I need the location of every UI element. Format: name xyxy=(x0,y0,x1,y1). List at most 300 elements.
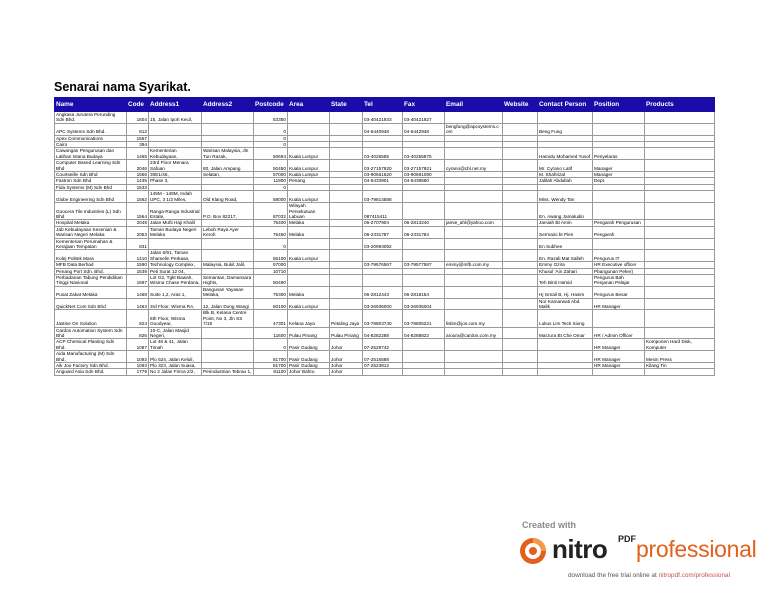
table-cell: 03-90561620 xyxy=(363,172,403,178)
table-cell: 03-26936000 xyxy=(363,298,403,310)
table-cell: Penang xyxy=(288,178,330,184)
table-row xyxy=(55,327,715,339)
table-cell: 75300 xyxy=(254,286,288,298)
table-cell: Melaka xyxy=(288,220,330,226)
pdf-word: PDF xyxy=(618,534,636,544)
table-cell: Globe Engineering Sdn Bhd xyxy=(55,191,127,203)
table-cell xyxy=(149,238,202,250)
table-cell: 1435 xyxy=(127,178,149,184)
table-cell: Teh Binti Hamid xyxy=(538,274,593,286)
table-cell: Perindustrian Tebrau 1, xyxy=(202,369,254,375)
nitro-logo xyxy=(510,532,760,566)
table-cell: Pengarah Pengurusan xyxy=(593,220,645,226)
table-cell xyxy=(363,250,403,262)
table-cell xyxy=(538,112,593,124)
table-cell: Pasir Gudang xyxy=(288,339,330,351)
table-cell: 1597 xyxy=(127,274,149,286)
table-cell: Kelana Jaya xyxy=(288,310,330,327)
table-cell xyxy=(330,238,363,250)
table-cell: 1604 xyxy=(127,112,149,124)
table-cell xyxy=(503,369,538,375)
table-cell: 1087 xyxy=(127,339,149,351)
table-cell: 087415411 xyxy=(363,203,403,220)
table-row xyxy=(55,298,715,310)
table-cell: 1465 xyxy=(127,148,149,160)
table-cell: 81700 xyxy=(254,351,288,363)
table-cell xyxy=(363,274,403,286)
table-cell: 47301 xyxy=(254,310,288,327)
table-row xyxy=(55,148,715,160)
table-cell: 07-2523812 xyxy=(363,363,403,369)
table-cell: 15, Jalan Ipoh Kecil, xyxy=(149,112,202,124)
table-cell: Courtseille Sdn Bhd xyxy=(55,172,127,178)
table-cell xyxy=(593,191,645,203)
table-cell: 03-90591090 xyxy=(403,172,445,178)
table-cell xyxy=(645,286,715,298)
table-cell: 81100 xyxy=(254,369,288,375)
table-cell: 58000 xyxy=(254,191,288,203)
table-cell: Kementerian Kebudayaan, xyxy=(149,148,202,160)
table-cell xyxy=(403,369,445,375)
table-cell: 75450 xyxy=(254,226,288,238)
table-cell: 50100 xyxy=(254,298,288,310)
column-header: Products xyxy=(645,98,715,112)
table-cell: Ranga-Ranga Industrial Estate, xyxy=(149,203,202,220)
table-cell: HR Manager xyxy=(593,363,645,369)
table-row xyxy=(55,274,715,286)
table-cell: Pusat Zakat Melaka xyxy=(55,286,127,298)
table-cell xyxy=(593,310,645,327)
table-cell xyxy=(503,286,538,298)
table-cell: Cawangan Pengurusan dan Latihan Istana Budaya xyxy=(55,148,127,160)
table-cell: Angkasa Jurutera Perunding Sdn Bhd. xyxy=(55,112,127,124)
table-cell xyxy=(330,298,363,310)
table-cell: 1562 xyxy=(127,191,149,203)
table-cell: Pasir Gudang xyxy=(288,363,330,369)
table-cell: 03-40421927 xyxy=(403,112,445,124)
table-cell: Jalan Mufti Haji Khalil xyxy=(149,220,202,226)
table-cell xyxy=(445,191,503,203)
table-cell: 2049 xyxy=(127,220,149,226)
table-cell: 1410 xyxy=(127,250,149,262)
table-cell: Pulau Pinang xyxy=(288,327,330,339)
table-cell xyxy=(503,160,538,172)
table-cell xyxy=(330,250,363,262)
table-cell: 80, Jalan Ampang xyxy=(202,160,254,172)
table-row xyxy=(55,220,715,226)
table-row xyxy=(55,369,715,375)
table-cell: 826 xyxy=(127,327,149,339)
table-cell xyxy=(445,250,503,262)
nitro-swirl-icon xyxy=(518,536,548,566)
column-header: Address2 xyxy=(202,98,254,112)
column-header: Position xyxy=(593,98,645,112)
table-cell: 145M - 149M, Indah UPC, 3 1/2 Miles, xyxy=(149,191,202,203)
table-cell xyxy=(503,112,538,124)
table-cell xyxy=(645,203,715,220)
table-cell: 1539 xyxy=(127,268,149,274)
table-cell: Jastine On Solution xyxy=(55,310,127,327)
table-row xyxy=(55,351,715,363)
table-cell: En Subhee xyxy=(538,238,593,250)
table-cell: 03-26935004 xyxy=(403,298,445,310)
table-cell: 06-2331787 xyxy=(363,226,403,238)
table-cell: 03-78805221 xyxy=(403,310,445,327)
table-row xyxy=(55,160,715,172)
nitro-word: nitro xyxy=(552,534,608,564)
table-cell: QuickNet Com Sdn Bhd xyxy=(55,298,127,310)
table-cell xyxy=(645,274,715,286)
table-cell xyxy=(503,274,538,286)
table-cell xyxy=(538,339,593,351)
table-cell xyxy=(445,274,503,286)
created-with-label: Created with xyxy=(522,520,577,530)
table-cell xyxy=(403,238,445,250)
table-cell: 03-79577587 xyxy=(403,262,445,268)
table-cell: 831 xyxy=(127,238,149,250)
table-body xyxy=(55,112,715,376)
table-cell xyxy=(503,327,538,339)
table-cell: Pbangunan Peker) xyxy=(593,268,645,274)
table-cell: 03-79814588 xyxy=(363,191,403,203)
table-cell: 824 xyxy=(127,310,149,327)
table-cell: 1463 xyxy=(127,298,149,310)
table-cell xyxy=(445,226,503,238)
table-cell: APC Systems Sdn Bhd. xyxy=(55,123,127,135)
table-cell: Cardos Automation System Sdn Bhd xyxy=(55,327,127,339)
table-cell: Jab Kebudayaan Kesenian & Warisan Negeri Melaka xyxy=(55,226,127,238)
table-cell: 03-40255975 xyxy=(403,148,445,160)
column-header: Address1 xyxy=(149,98,202,112)
table-cell: 03-20993092 xyxy=(363,238,403,250)
table-cell xyxy=(445,339,503,351)
table-cell xyxy=(503,351,538,363)
table-cell: 1779 xyxy=(127,369,149,375)
table-cell xyxy=(202,327,254,339)
table-cell: 06-2707904 xyxy=(363,220,403,226)
table-cell: Johor xyxy=(330,369,363,375)
table-cell xyxy=(330,191,363,203)
table-cell: Melaka xyxy=(288,286,330,298)
table-cell xyxy=(403,351,445,363)
table-cell: Marzura Bt Che Omar xyxy=(538,327,593,339)
table-cell: 6th Floor, Wisma Goodyear, xyxy=(149,310,202,327)
table-cell xyxy=(538,369,593,375)
table-cell: Kuala Lumpur xyxy=(288,298,330,310)
table-cell xyxy=(445,351,503,363)
table-cell: Cairo xyxy=(55,142,127,148)
table-cell: Blk B, Kelana Centre Point, No 3, Jln SS 7/19 xyxy=(202,310,254,327)
table-cell: 1566 xyxy=(127,172,149,178)
table-cell: Jamiah Bt Amin xyxy=(538,220,593,226)
table-cell xyxy=(445,203,503,220)
column-header: Fax xyxy=(403,98,445,112)
table-cell: 06-2812443 xyxy=(363,286,403,298)
table-cell: Mr. Cyrano Latif xyxy=(538,160,593,172)
table-cell xyxy=(445,286,503,298)
table-cell: Phase 3, xyxy=(149,178,202,184)
table-cell: 2046 xyxy=(127,160,149,172)
table-cell: 1590 xyxy=(127,262,149,268)
table-cell: Johor xyxy=(330,363,363,369)
table-cell: jamie_ahl@yahoo.com xyxy=(445,220,503,226)
table-row xyxy=(55,363,715,369)
table-cell: Kuala Lumpur xyxy=(288,160,330,172)
column-header: Website xyxy=(503,98,538,112)
column-header: Tel xyxy=(363,98,403,112)
table-cell: En. Awang Jamaludin xyxy=(538,203,593,220)
table-cell: Bangunan Yayasan Melaka, xyxy=(202,286,254,298)
table-cell: Kementerian Perumahan & Kerajaan Tempatan xyxy=(55,238,127,250)
table-cell: 1093 xyxy=(127,363,149,369)
table-cell: 0 xyxy=(254,142,288,148)
table-cell xyxy=(288,123,330,135)
table-cell: P.O. Box 82217, xyxy=(202,203,254,220)
table-cell: HR Executive officer xyxy=(593,262,645,268)
table-cell xyxy=(593,123,645,135)
table-cell: Hamidu Mohamed Yusof xyxy=(538,148,593,160)
table-cell: Plo 524, Jalan Keluli, xyxy=(149,351,202,363)
table-cell xyxy=(645,327,715,339)
table-cell: 04-8282288 xyxy=(363,327,403,339)
table-cell xyxy=(503,298,538,310)
table-cell: 0 xyxy=(254,123,288,135)
table-cell: 06-2331784 xyxy=(403,226,445,238)
table-cell: En. Razali Mat Salleh xyxy=(538,250,593,262)
table-cell: 50694 xyxy=(254,148,288,160)
table-cell: Taman Budaya Negeri Melaka xyxy=(149,226,202,238)
table-cell xyxy=(593,112,645,124)
table-cell: 07-2528742 xyxy=(363,339,403,351)
table-cell xyxy=(445,148,503,160)
table-cell: 03-78803740 xyxy=(363,310,403,327)
table-cell xyxy=(645,226,715,238)
table-cell xyxy=(149,123,202,135)
table-cell: Aik Joo Factory Sdn Bhd. xyxy=(55,363,127,369)
table-cell: Lebuh Raya Ayer Keroh xyxy=(202,226,254,238)
table-cell: emmy@mfb.com.my xyxy=(445,262,503,268)
table-row xyxy=(55,310,715,327)
table-cell: Peti Surat 12 04, xyxy=(149,268,202,274)
table-cell: Nor Kamarwati Abd. Malik xyxy=(538,298,593,310)
table-row xyxy=(55,286,715,298)
table-cell: aroura@cardos.com.my xyxy=(445,327,503,339)
table-cell: 81700 xyxy=(254,363,288,369)
table-cell: Old Klang Road, xyxy=(202,191,254,203)
table-cell: Jalan 6/91, Taman Shamelin Perkasa, xyxy=(149,250,202,262)
table-cell: Warisan Malaysia, Jln Tun Razak, xyxy=(202,148,254,160)
table-cell: 50450 xyxy=(254,160,288,172)
column-header: Name xyxy=(55,98,127,112)
table-row xyxy=(55,226,715,238)
table-cell: Goocera Tile Industries (L) Sdn Bhd xyxy=(55,203,127,220)
table-cell xyxy=(645,191,715,203)
table-cell: Pengarah xyxy=(593,226,645,238)
table-cell: Pengurus Bah Penjanan Pelajar xyxy=(593,274,645,286)
table-cell xyxy=(503,250,538,262)
table-cell: 57000 xyxy=(254,172,288,178)
table-cell: 04-6433901 xyxy=(363,178,403,184)
table-cell: 06-2818154 xyxy=(403,286,445,298)
nitro-watermark xyxy=(510,520,760,594)
table-cell: 04-6442948 xyxy=(403,123,445,135)
table-cell: Melaka xyxy=(288,226,330,238)
table-row xyxy=(55,191,715,203)
table-cell: Penyelaras xyxy=(593,148,645,160)
table-cell: Kolej Politek Mara xyxy=(55,250,127,262)
table-cell xyxy=(645,369,715,375)
table-cell: Lot G2, Tgkt Bawah, Wisma Chase Perdana, xyxy=(150,274,200,286)
table-cell: 10710 xyxy=(254,268,288,274)
table-cell xyxy=(202,238,254,250)
table-cell xyxy=(330,160,363,172)
table-cell: Pasir Gudang xyxy=(288,351,330,363)
table-cell: Anguard Asia Sdn Bhd. xyxy=(55,369,127,375)
table-cell xyxy=(445,298,503,310)
download-link[interactable]: nitropdf.com/professional xyxy=(658,572,730,579)
table-cell xyxy=(645,160,715,172)
table-cell: 812 xyxy=(127,123,149,135)
table-cell: 1092 xyxy=(127,351,149,363)
table-cell: Johor xyxy=(330,339,363,351)
column-header: State xyxy=(330,98,363,112)
table-cell xyxy=(202,351,254,363)
table-cell xyxy=(403,339,445,351)
table-cell: 07-2516588 xyxy=(363,351,403,363)
table-cell: MFB Data Berhad xyxy=(55,262,127,268)
table-cell: Perbadanan Tabung Pendidikan Tinggi Nasional xyxy=(55,274,127,286)
table-cell: Kuala Lumpur xyxy=(288,148,330,160)
table-cell xyxy=(288,112,330,124)
table-cell: Manager xyxy=(593,160,645,172)
table-row xyxy=(55,112,715,124)
table-cell xyxy=(503,123,538,135)
table-cell: Malaysia, Bukit Jalil, xyxy=(202,262,254,268)
table-cell xyxy=(645,123,715,135)
table-row xyxy=(55,203,715,220)
table-cell xyxy=(288,274,330,286)
table-cell xyxy=(645,250,715,262)
column-header: Contact Person xyxy=(538,98,593,112)
table-cell xyxy=(330,286,363,298)
table-cell xyxy=(330,274,363,286)
table-cell xyxy=(593,369,645,375)
table-cell xyxy=(645,310,715,327)
table-cell xyxy=(330,123,363,135)
table-cell xyxy=(645,112,715,124)
table-cell: 11600 xyxy=(254,327,288,339)
table-cell xyxy=(202,250,254,262)
table-cell: Petaling Jaya xyxy=(330,310,363,327)
table-cell: M. Shahrizal xyxy=(538,172,593,178)
table-cell: Manager xyxy=(593,172,645,178)
table-row xyxy=(55,123,715,135)
table-cell: 0 xyxy=(254,184,288,190)
table-cell: Semantan, Damansara Hights, xyxy=(202,274,254,286)
table-cell xyxy=(503,339,538,351)
table-header-row xyxy=(55,98,715,112)
professional-word: professional xyxy=(636,536,757,562)
download-line xyxy=(568,572,730,579)
table-cell: 11900 xyxy=(254,178,288,184)
table-cell: Dept. xyxy=(593,178,645,184)
table-cell: 1564 xyxy=(127,203,149,220)
table-cell xyxy=(330,148,363,160)
table-cell: 87032 xyxy=(254,203,288,220)
table-cell: Hospital Melaka xyxy=(55,220,127,226)
table-cell: 23rd Floor Menara Safuan xyxy=(149,160,202,172)
table-cell: No 2 Jalan Firma 2/2, xyxy=(149,369,202,375)
page-title: Senarai nama Syarikat. xyxy=(54,80,191,94)
table-cell: Miss. Wendy Tan xyxy=(538,191,593,203)
company-table xyxy=(54,97,715,376)
table-cell xyxy=(403,203,445,220)
table-cell: ACP Chemical Planting Sdn Bhd. xyxy=(55,339,127,351)
table-cell: HR Manager xyxy=(593,351,645,363)
table-cell: 53350 xyxy=(254,112,288,124)
table-cell xyxy=(363,369,403,375)
table-cell: 03-79576567 xyxy=(363,262,403,268)
table-cell: 1533 xyxy=(127,184,149,190)
table-cell: Fastron Sdn Bhd xyxy=(55,178,127,184)
table-cell: cyrano@cbl.net.my xyxy=(445,160,503,172)
table-cell: 03-27157921 xyxy=(403,160,445,172)
table-cell: 30E1/46, xyxy=(149,172,202,178)
table-row xyxy=(55,339,715,351)
table-cell: 1468 xyxy=(127,286,149,298)
table-cell: bengfung@apcsystems.com xyxy=(445,123,503,135)
table-cell: Khusul 'Ain Zahari xyxy=(538,268,593,274)
table-cell xyxy=(503,238,538,250)
column-header: Code xyxy=(127,98,149,112)
table-row xyxy=(55,250,715,262)
table-cell: Wilayah Persekutuan Labuan xyxy=(288,203,330,220)
table-cell xyxy=(330,203,363,220)
table-row xyxy=(55,238,715,250)
table-cell: Kuala Lumpur xyxy=(288,172,330,178)
table-cell xyxy=(538,351,593,363)
table-cell: Computer Based Learning Sdn Bhd xyxy=(55,160,127,172)
table-cell: Lukus Lim Teck Siong xyxy=(538,310,593,327)
table-cell: 06-2813240 xyxy=(403,220,445,226)
table-cell xyxy=(202,123,254,135)
table-cell: Pulau Pinang xyxy=(330,327,363,339)
table-cell: 12, Jalan Dong Wangi xyxy=(202,298,254,310)
table-cell: Penang Port Sdn. Bhd. xyxy=(55,268,127,274)
table-cell: Kuala Lumpur xyxy=(288,191,330,203)
table-cell: 03-40421933 xyxy=(363,112,403,124)
table-cell: Apex Communications xyxy=(55,135,127,141)
table-cell: 2053 xyxy=(127,226,149,238)
table-cell xyxy=(445,369,503,375)
table-cell: 0 xyxy=(254,238,288,250)
table-cell: Suite 1,2, Aras 1, xyxy=(149,286,202,298)
table-cell xyxy=(403,274,445,286)
table-cell: Aida Manufacturing (M) Sdn Bhd. xyxy=(55,351,127,363)
table-cell xyxy=(645,238,715,250)
table-cell: 50490 xyxy=(254,274,288,286)
table-cell xyxy=(503,226,538,238)
table-cell: Hj Ismail B, Hj. Hasim xyxy=(538,286,593,298)
table-cell: Fida Systems (M) Sdn Bhd xyxy=(55,184,127,190)
table-cell xyxy=(445,238,503,250)
column-header: Area xyxy=(288,98,330,112)
table-cell xyxy=(593,203,645,220)
table-cell: Kilang Tin xyxy=(645,363,715,369)
table-cell: 1557 xyxy=(127,135,149,141)
table-cell xyxy=(593,238,645,250)
table-cell xyxy=(503,203,538,220)
